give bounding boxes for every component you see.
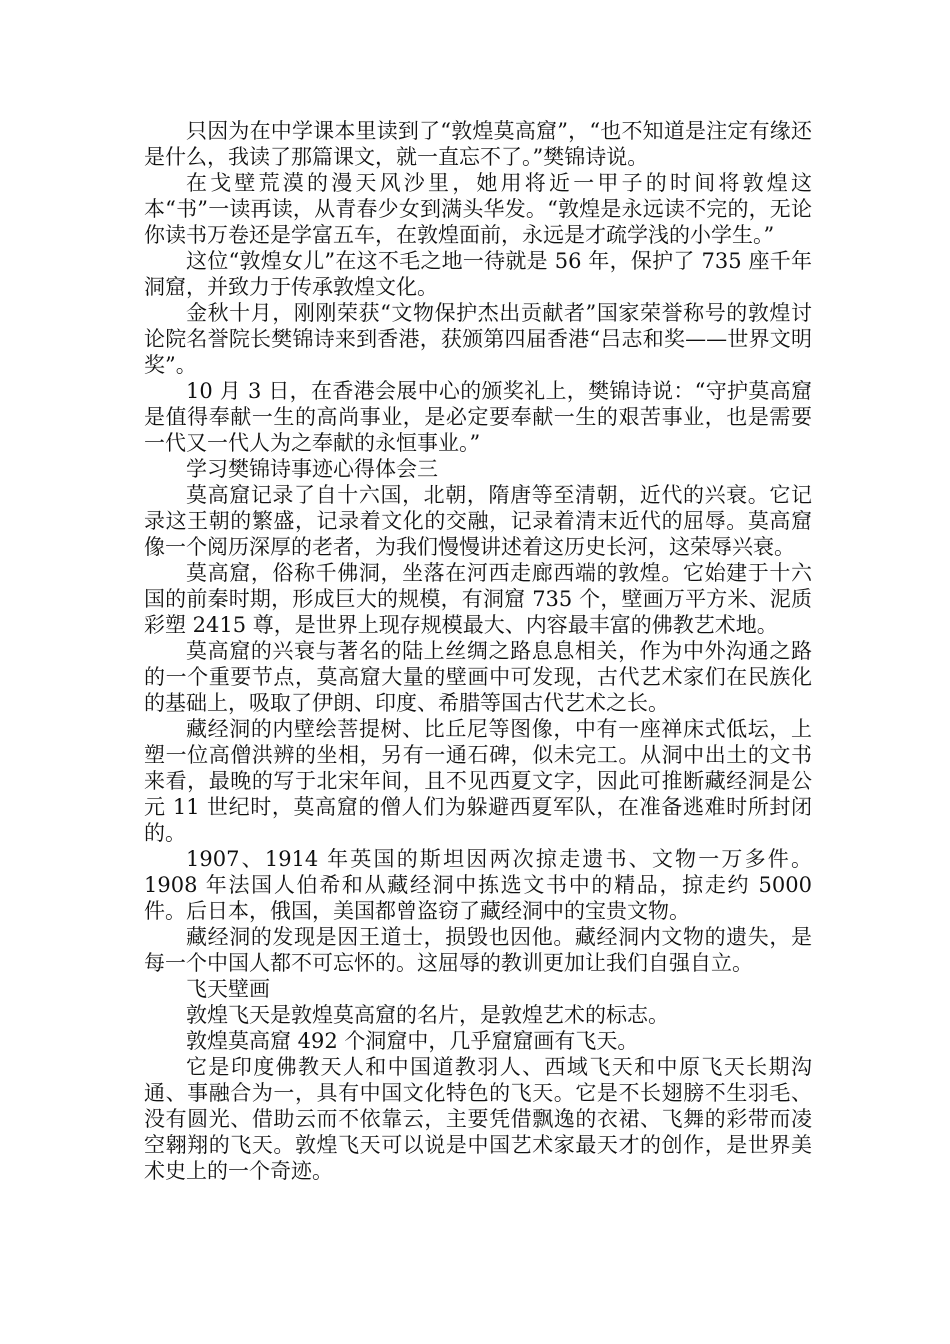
paragraph: 藏经洞的发现是因王道士，损毁也因他。藏经洞内文物的遗失，是每一个中国人都不可忘怀的。这屈辱的教训更加让我们自强自立。: [144, 925, 812, 975]
paragraph: 金秋十月，刚刚荣获“文物保护杰出贡献者”国家荣誉称号的敦煌讨论院名誉院长樊锦诗来到香港，获颁第四届香港“吕志和奖——世界文明奖”。: [144, 301, 812, 377]
paragraph: 10 月 3 日，在香港会展中心的颁奖礼上，樊锦诗说：“守护莫高窟是值得奉献一生的高尚事业，是必定要奉献一生的艰苦事业，也是需要一代又一代人为之奉献的永恒事业。”: [144, 379, 812, 455]
paragraph: 敦煌飞天是敦煌莫高窟的名片，是敦煌艺术的标志。: [186, 1003, 669, 1027]
paragraph: 这位“敦煌女儿”在这不毛之地一待就是 56 年，保护了 735 座千年洞窟，并致力于传承敦煌文化。: [144, 249, 812, 299]
paragraph: 莫高窟，俗称千佛洞，坐落在河西走廊西端的敦煌。它始建于十六国的前秦时期，形成巨大的规模，有洞窟 735 个，壁画万平方米、泥质彩塑 2415 尊，是世界上现存规模最大、内容最丰富的佛教艺术地。: [144, 561, 812, 637]
document-page: [144, 118, 812, 1184]
paragraph: 它是印度佛教天人和中国道教羽人、西域飞天和中原飞天长期沟通、事融合为一，具有中国文化特色的飞天。它是不长翅膀不生羽毛、没有圆光、借助云而不依靠云，主要凭借飘逸的衣裙、飞舞的彩带而凌空翱翔的飞天。敦煌飞天可以说是中国艺术家最天才的创作，是世界美术史上的一个奇迹。: [144, 1055, 812, 1183]
paragraph: 莫高窟的兴衰与著名的陆上丝绸之路息息相关，作为中外沟通之路的一个重要节点，莫高窟大量的壁画中可发现，古代艺术家们在民族化的基础上，吸取了伊朗、印度、希腊等国古代艺术之长。: [144, 639, 812, 715]
paragraph: 1907、1914 年英国的斯坦因两次掠走遗书、文物一万多件。1908 年法国人伯希和从藏经洞中拣选文书中的精品，掠走约 5000 件。后日本，俄国，美国都曾盗窃了藏经洞中的宝贵文物。: [144, 847, 812, 923]
paragraph: 藏经洞的内壁绘菩提树、比丘尼等图像，中有一座禅床式低坛，上塑一位高僧洪辨的坐相，另有一通石碑，似未完工。从洞中出土的文书来看，最晚的写于北宋年间，且不见西夏文字，因此可推断藏经洞是公元 11 世纪时，莫高窟的僧人们为躲避西夏军队，在准备逃难时所封闭的。: [144, 717, 812, 845]
section-heading: 学习樊锦诗事迹心得体会三: [186, 457, 438, 481]
paragraph: 莫高窟记录了自十六国，北朝，隋唐等至清朝，近代的兴衰。它记录这王朝的繁盛，记录着文化的交融，记录着清末近代的屈辱。莫高窟像一个阅历深厚的老者，为我们慢慢讲述着这历史长河，这荣辱兴衰。: [144, 483, 812, 559]
paragraph: 敦煌莫高窟 492 个洞窟中，几乎窟窟画有飞天。: [186, 1029, 639, 1053]
paragraph: 只因为在中学课本里读到了“敦煌莫高窟”，“也不知道是注定有缘还是什么，我读了那篇课文，就一直忘不了。”樊锦诗说。: [144, 119, 812, 169]
section-heading: 飞天壁画: [186, 977, 270, 1001]
paragraph: 在戈壁荒漠的漫天风沙里，她用将近一甲子的时间将敦煌这本“书”一读再读，从青春少女到满头华发。“敦煌是永远读不完的，无论你读书万卷还是学富五车，在敦煌面前，永远是才疏学浅的小学生。”: [144, 171, 812, 247]
